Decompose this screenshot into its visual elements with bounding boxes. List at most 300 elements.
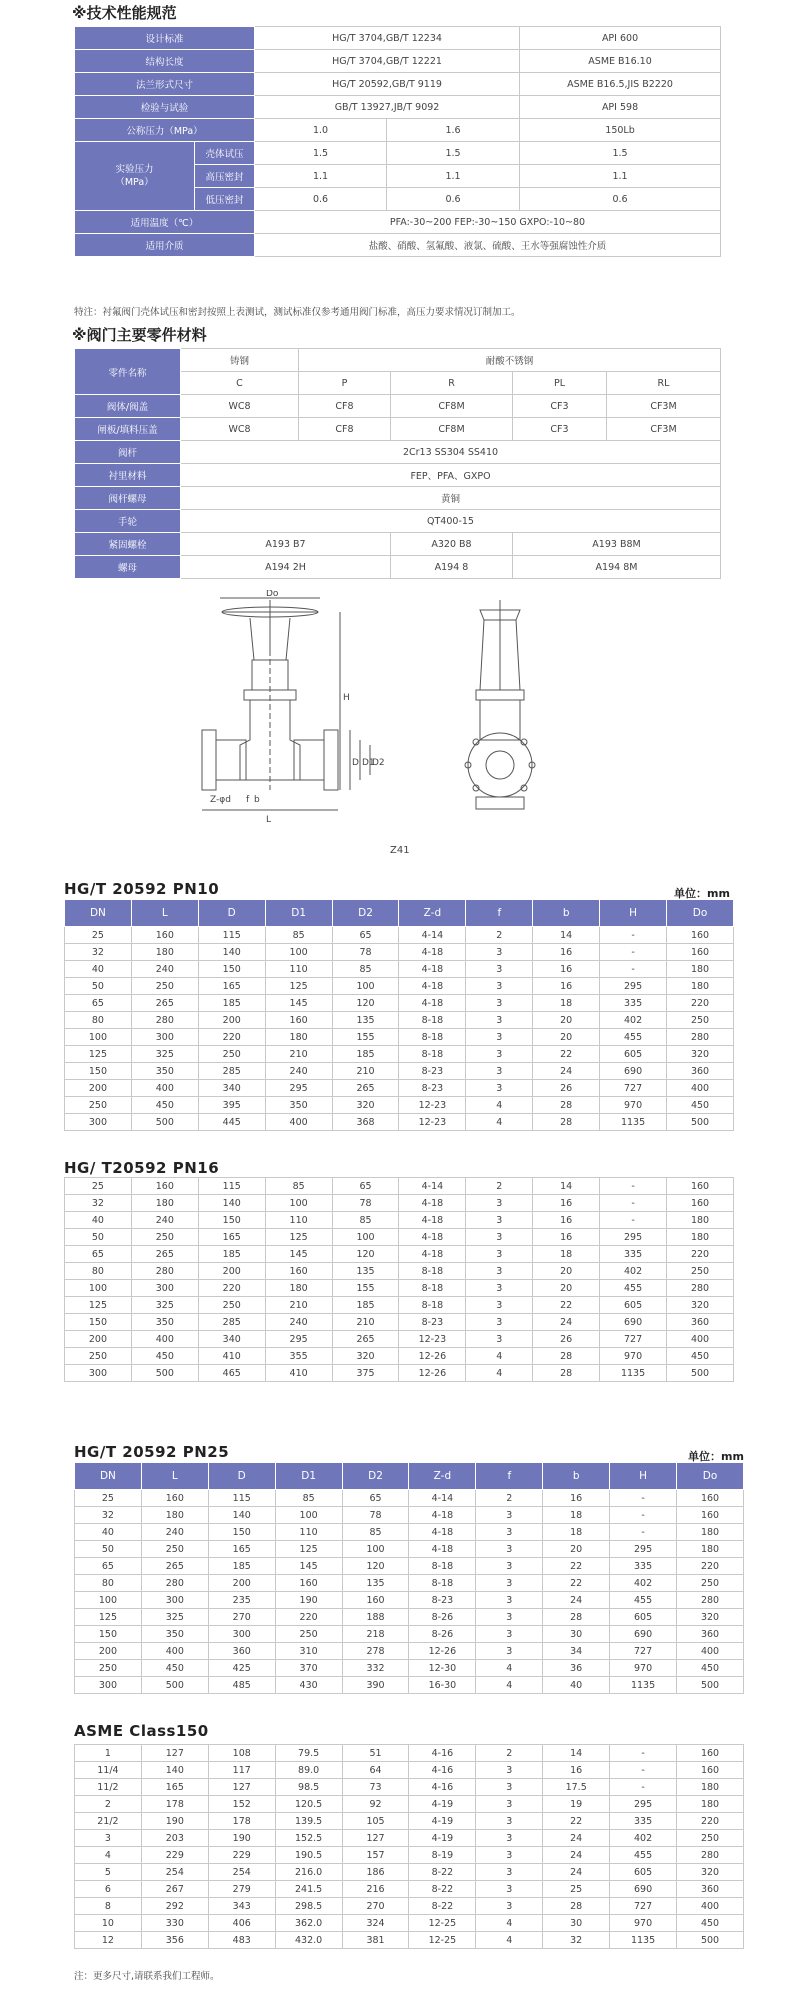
table-cell: 140 [208, 1507, 275, 1524]
table-cell: 100 [75, 1592, 142, 1609]
table-cell: 85 [275, 1490, 342, 1507]
table-cell: 8-18 [399, 1297, 466, 1314]
table-cell: 690 [600, 1314, 667, 1331]
table-cell: 320 [667, 1297, 734, 1314]
asme-table [74, 1744, 744, 1949]
table-cell: 16 [543, 1490, 610, 1507]
table-cell: 500 [677, 1677, 744, 1694]
table-cell: 4-16 [409, 1762, 476, 1779]
table-cell: 78 [342, 1507, 409, 1524]
table-cell: 4-18 [409, 1524, 476, 1541]
table-cell: 24 [543, 1864, 610, 1881]
table-cell: 3 [476, 1847, 543, 1864]
table-cell: 727 [600, 1331, 667, 1348]
table-row [75, 27, 721, 50]
material-code: C [181, 372, 299, 395]
material-cell: A193 B8M [513, 533, 721, 556]
table-cell: 115 [208, 1490, 275, 1507]
table-cell: - [610, 1507, 677, 1524]
table-cell: 40 [543, 1677, 610, 1694]
table-cell: 324 [342, 1915, 409, 1932]
table-cell: 21/2 [75, 1813, 142, 1830]
table-cell: 10 [75, 1915, 142, 1932]
perf-cell: 1.0 [255, 119, 387, 142]
material-label: 阀杆螺母 [75, 487, 181, 510]
table-row [75, 1830, 744, 1847]
table-cell: 229 [141, 1847, 208, 1864]
side-view [202, 598, 370, 810]
table-cell: 50 [65, 978, 132, 995]
table-cell: 330 [141, 1915, 208, 1932]
table-cell: 3 [476, 1813, 543, 1830]
table-cell: 3 [476, 1575, 543, 1592]
table-cell: 400 [141, 1643, 208, 1660]
table-row [65, 1195, 734, 1212]
table-cell: 3 [476, 1881, 543, 1898]
table-cell: 450 [667, 1097, 734, 1114]
table-cell: 4-19 [409, 1813, 476, 1830]
table-cell: 64 [342, 1762, 409, 1779]
table-cell: 250 [198, 1046, 265, 1063]
table-cell: 690 [610, 1881, 677, 1898]
table-cell: 50 [75, 1541, 142, 1558]
table-cell: 3 [476, 1558, 543, 1575]
table-cell: 18 [543, 1507, 610, 1524]
table-cell: 125 [75, 1609, 142, 1626]
table-cell: 12-23 [399, 1331, 466, 1348]
table-cell: 145 [265, 1246, 332, 1263]
table-cell: 28 [543, 1609, 610, 1626]
table-cell: 160 [677, 1507, 744, 1524]
table-cell: 12-23 [399, 1097, 466, 1114]
table-cell: 4-18 [399, 1229, 466, 1246]
table-cell: 8-26 [409, 1609, 476, 1626]
table-cell: 165 [198, 978, 265, 995]
table-cell: 450 [677, 1915, 744, 1932]
table-cell: 455 [600, 1280, 667, 1297]
table-cell: 2 [466, 1178, 533, 1195]
perf-cell: 1.5 [387, 142, 520, 165]
table-cell: 241.5 [275, 1881, 342, 1898]
table-cell: 8-18 [399, 1263, 466, 1280]
table-cell: 220 [198, 1029, 265, 1046]
table-cell: 240 [265, 1314, 332, 1331]
column-header: H [610, 1463, 677, 1490]
table-cell: 150 [198, 961, 265, 978]
column-header: f [476, 1463, 543, 1490]
table-cell: 16 [533, 944, 600, 961]
perf-cell: API 598 [520, 96, 721, 119]
table-cell: 3 [466, 1263, 533, 1280]
table-cell: 80 [65, 1012, 132, 1029]
perf-cell: HG/T 3704,GB/T 12234 [255, 27, 520, 50]
pn16-table [64, 1177, 734, 1382]
table-cell: 220 [667, 1246, 734, 1263]
table-cell: 200 [65, 1080, 132, 1097]
table-cell: 240 [131, 961, 198, 978]
table-cell: 22 [543, 1558, 610, 1575]
table-cell: 16-30 [409, 1677, 476, 1694]
table-cell: 3 [476, 1643, 543, 1660]
perf-section-title: ※技术性能规范 [72, 4, 177, 22]
perf-cell: 0.6 [387, 188, 520, 211]
table-cell: 150 [65, 1314, 132, 1331]
table-cell: 410 [198, 1348, 265, 1365]
table-cell: 279 [208, 1881, 275, 1898]
table-cell: 250 [141, 1541, 208, 1558]
table-row [65, 1063, 734, 1080]
table-cell: 6 [75, 1881, 142, 1898]
table-cell: 310 [275, 1643, 342, 1660]
table-cell: 300 [131, 1029, 198, 1046]
perf-label-flange: 法兰形式尺寸 [75, 73, 255, 96]
table-cell: 320 [667, 1046, 734, 1063]
table-cell: 4 [466, 1348, 533, 1365]
perf-label-hp: 高压密封 [195, 165, 255, 188]
table-cell: - [610, 1779, 677, 1796]
table-cell: 381 [342, 1932, 409, 1949]
perf-cell: HG/T 3704,GB/T 12221 [255, 50, 520, 73]
table-cell: 180 [131, 944, 198, 961]
table-cell: 605 [610, 1609, 677, 1626]
table-cell: 4-18 [399, 995, 466, 1012]
table-cell: 160 [677, 1762, 744, 1779]
table-cell: 4-16 [409, 1779, 476, 1796]
table-row [75, 533, 721, 556]
table-cell: 300 [208, 1626, 275, 1643]
table-cell: 325 [131, 1046, 198, 1063]
table-row [75, 119, 721, 142]
table-cell: 16 [533, 1212, 600, 1229]
table-cell: 120.5 [275, 1796, 342, 1813]
table-row [75, 1762, 744, 1779]
table-row [75, 1813, 744, 1830]
pn10-table [64, 899, 734, 1131]
table-row [75, 1881, 744, 1898]
perf-note: 特注：衬氟阀门壳体试压和密封按照上表测试，测试标准仅参考通用阀门标准，高压力要求情况订制加工。 [74, 307, 521, 318]
table-row [65, 1029, 734, 1046]
table-cell: 135 [342, 1575, 409, 1592]
material-cell: QT400-15 [181, 510, 721, 533]
table-cell: 25 [65, 927, 132, 944]
table-cell: 180 [677, 1796, 744, 1813]
table-cell: 185 [198, 995, 265, 1012]
table-cell: 4-18 [409, 1507, 476, 1524]
column-header: D2 [342, 1463, 409, 1490]
table-cell: 360 [667, 1063, 734, 1080]
table-cell: 50 [65, 1229, 132, 1246]
table-cell: 140 [141, 1762, 208, 1779]
table-cell: 340 [198, 1331, 265, 1348]
table-cell: 3 [476, 1592, 543, 1609]
table-cell: 370 [275, 1660, 342, 1677]
table-cell: 285 [198, 1314, 265, 1331]
table-cell: 1135 [610, 1677, 677, 1694]
table-cell: 180 [141, 1507, 208, 1524]
table-cell: 79.5 [275, 1745, 342, 1762]
table-cell: 24 [533, 1063, 600, 1080]
table-cell: 360 [667, 1314, 734, 1331]
table-cell: 26 [533, 1331, 600, 1348]
table-cell: 690 [600, 1063, 667, 1080]
table-row [65, 1178, 734, 1195]
table-row [75, 50, 721, 73]
table-cell: 970 [610, 1660, 677, 1677]
table-row [75, 418, 721, 441]
table-cell: 320 [332, 1097, 399, 1114]
material-cell: CF3 [513, 395, 607, 418]
table-cell: 127 [141, 1745, 208, 1762]
table-cell: 360 [677, 1881, 744, 1898]
material-label: 阀体/阀盖 [75, 395, 181, 418]
table-cell: 160 [141, 1490, 208, 1507]
table-cell: 185 [208, 1558, 275, 1575]
table-cell: 3 [75, 1830, 142, 1847]
table-cell: 157 [342, 1847, 409, 1864]
table-cell: 18 [533, 1246, 600, 1263]
table-cell: 25 [65, 1178, 132, 1195]
material-label: 闸板/填料压盖 [75, 418, 181, 441]
table-cell: 120 [342, 1558, 409, 1575]
table-cell: 210 [265, 1046, 332, 1063]
table-cell: 200 [198, 1263, 265, 1280]
table-cell: 4 [466, 1097, 533, 1114]
table-cell: 3 [476, 1898, 543, 1915]
table-cell: 400 [265, 1114, 332, 1131]
perf-label-shell: 壳体试压 [195, 142, 255, 165]
table-cell: 350 [141, 1626, 208, 1643]
material-label: 螺母 [75, 556, 181, 579]
table-cell: 280 [667, 1280, 734, 1297]
table-cell: 402 [600, 1263, 667, 1280]
column-header: D [198, 900, 265, 927]
table-cell: 11/4 [75, 1762, 142, 1779]
table-row [75, 556, 721, 579]
table-cell: 3 [466, 1063, 533, 1080]
table-cell: 250 [677, 1830, 744, 1847]
table-cell: 188 [342, 1609, 409, 1626]
table-cell: 395 [198, 1097, 265, 1114]
table-row [75, 1915, 744, 1932]
material-cell: FEP、PFA、GXPO [181, 464, 721, 487]
table-cell: 465 [198, 1365, 265, 1382]
table-cell: 160 [131, 1178, 198, 1195]
perf-label-design: 设计标准 [75, 27, 255, 50]
table-row [75, 441, 721, 464]
table-cell: 125 [265, 1229, 332, 1246]
table-cell: 300 [141, 1592, 208, 1609]
table-row [65, 1046, 734, 1063]
table-cell: 110 [265, 1212, 332, 1229]
table-cell: 135 [332, 1012, 399, 1029]
table-cell: 12-26 [399, 1348, 466, 1365]
table-cell: 270 [342, 1898, 409, 1915]
table-cell: 12-25 [409, 1915, 476, 1932]
table-cell: 185 [332, 1046, 399, 1063]
table-cell: 254 [208, 1864, 275, 1881]
table-cell: 65 [332, 927, 399, 944]
table-cell: 335 [600, 1246, 667, 1263]
table-row [65, 1314, 734, 1331]
table-cell: 120 [332, 1246, 399, 1263]
table-cell: 4-18 [399, 961, 466, 978]
table-row [75, 1677, 744, 1694]
table-cell: 8 [75, 1898, 142, 1915]
table-cell: 18 [543, 1524, 610, 1541]
table-cell: - [610, 1524, 677, 1541]
table-cell: 160 [131, 927, 198, 944]
table-cell: 320 [677, 1864, 744, 1881]
table-cell: 14 [533, 1178, 600, 1195]
material-cell: A320 B8 [391, 533, 513, 556]
material-stainless: 耐酸不锈钢 [299, 349, 721, 372]
material-code: PL [513, 372, 607, 395]
table-cell: 402 [610, 1575, 677, 1592]
table-cell: 180 [677, 1524, 744, 1541]
table-cell: 160 [677, 1745, 744, 1762]
label-zd: Z-φd [210, 795, 231, 805]
table-cell: 400 [131, 1080, 198, 1097]
table-cell: 350 [131, 1063, 198, 1080]
perf-label-pn: 公称压力（MPa） [75, 119, 255, 142]
table-cell: 295 [265, 1331, 332, 1348]
perf-cell: 1.1 [387, 165, 520, 188]
table-cell: 65 [342, 1490, 409, 1507]
asme-title: ASME Class150 [74, 1722, 209, 1740]
table-cell: 180 [265, 1280, 332, 1297]
table-cell: 295 [600, 1229, 667, 1246]
table-cell: 4 [466, 1114, 533, 1131]
table-cell: 250 [275, 1626, 342, 1643]
table-cell: 32 [75, 1507, 142, 1524]
table-row [75, 1847, 744, 1864]
table-cell: 180 [677, 1541, 744, 1558]
column-header: D [208, 1463, 275, 1490]
table-cell: 110 [265, 961, 332, 978]
table-cell: 4-18 [399, 1212, 466, 1229]
table-cell: 180 [131, 1195, 198, 1212]
table-cell: 185 [332, 1297, 399, 1314]
table-cell: 16 [543, 1762, 610, 1779]
table-cell: 78 [332, 944, 399, 961]
table-cell: 485 [208, 1677, 275, 1694]
table-header-row [75, 1463, 744, 1490]
table-cell: - [600, 944, 667, 961]
table-cell: 400 [667, 1331, 734, 1348]
table-cell: 24 [543, 1592, 610, 1609]
table-cell: 150 [208, 1524, 275, 1541]
material-code: P [299, 372, 391, 395]
table-cell: 78 [332, 1195, 399, 1212]
perf-cell: API 600 [520, 27, 721, 50]
table-cell: 216.0 [275, 1864, 342, 1881]
table-cell: 80 [75, 1575, 142, 1592]
perf-cell: ASME B16.10 [520, 50, 721, 73]
table-cell: 3 [466, 1029, 533, 1046]
table-cell: 3 [466, 995, 533, 1012]
table-cell: 8-23 [409, 1592, 476, 1609]
table-row [75, 395, 721, 418]
table-cell: 500 [667, 1114, 734, 1131]
table-cell: 1135 [600, 1114, 667, 1131]
table-cell: 355 [265, 1348, 332, 1365]
table-cell: 500 [667, 1365, 734, 1382]
table-cell: 12-25 [409, 1932, 476, 1949]
table-cell: 1135 [600, 1365, 667, 1382]
table-cell: 152 [208, 1796, 275, 1813]
table-row [75, 1643, 744, 1660]
perf-cell: 0.6 [520, 188, 721, 211]
table-cell: 40 [65, 1212, 132, 1229]
table-cell: 145 [275, 1558, 342, 1575]
table-row [65, 1246, 734, 1263]
pn25-table [74, 1462, 744, 1694]
table-cell: 165 [141, 1779, 208, 1796]
table-row [75, 1898, 744, 1915]
table-cell: 3 [466, 1297, 533, 1314]
table-cell: 190 [208, 1830, 275, 1847]
table-cell: 240 [131, 1212, 198, 1229]
table-cell: 500 [131, 1365, 198, 1382]
table-cell: 105 [342, 1813, 409, 1830]
table-cell: 3 [466, 1229, 533, 1246]
material-cell: A193 B7 [181, 533, 391, 556]
table-cell: 32 [543, 1932, 610, 1949]
table-cell: 14 [533, 927, 600, 944]
table-cell: 19 [543, 1796, 610, 1813]
table-cell: 220 [677, 1558, 744, 1575]
table-row [65, 995, 734, 1012]
perf-cell: 盐酸、硝酸、氢氟酸、液氯、硫酸、王水等强腐蚀性介质 [255, 234, 721, 257]
table-cell: 4 [466, 1365, 533, 1382]
table-cell: 4 [75, 1847, 142, 1864]
table-cell: 500 [131, 1114, 198, 1131]
perf-label-temp: 适用温度（℃） [75, 211, 255, 234]
table-cell: 250 [65, 1348, 132, 1365]
table-cell: 4-14 [399, 927, 466, 944]
table-cell: 200 [65, 1331, 132, 1348]
label-l: L [266, 815, 272, 825]
table-cell: 332 [342, 1660, 409, 1677]
table-row [65, 927, 734, 944]
table-cell: 335 [600, 995, 667, 1012]
table-row [65, 1331, 734, 1348]
material-cast-steel: 铸钢 [181, 349, 299, 372]
table-cell: 3 [476, 1524, 543, 1541]
table-cell: 4 [476, 1932, 543, 1949]
perf-cell: 1.1 [255, 165, 387, 188]
table-row [65, 1114, 734, 1131]
table-cell: 220 [677, 1813, 744, 1830]
table-row [65, 1212, 734, 1229]
table-cell: 108 [208, 1745, 275, 1762]
table-row [75, 510, 721, 533]
perf-cell: 1.5 [520, 142, 721, 165]
table-cell: 3 [466, 1331, 533, 1348]
table-cell: 8-18 [399, 1280, 466, 1297]
table-cell: 295 [265, 1080, 332, 1097]
material-section-title: ※阀门主要零件材料 [72, 326, 207, 344]
table-cell: 350 [131, 1314, 198, 1331]
table-cell: 12-26 [399, 1365, 466, 1382]
table-cell: 356 [141, 1932, 208, 1949]
table-cell: 343 [208, 1898, 275, 1915]
table-cell: 8-23 [399, 1080, 466, 1097]
table-cell: 335 [610, 1558, 677, 1575]
table-cell: 3 [466, 1246, 533, 1263]
table-cell: 117 [208, 1762, 275, 1779]
table-row [75, 487, 721, 510]
